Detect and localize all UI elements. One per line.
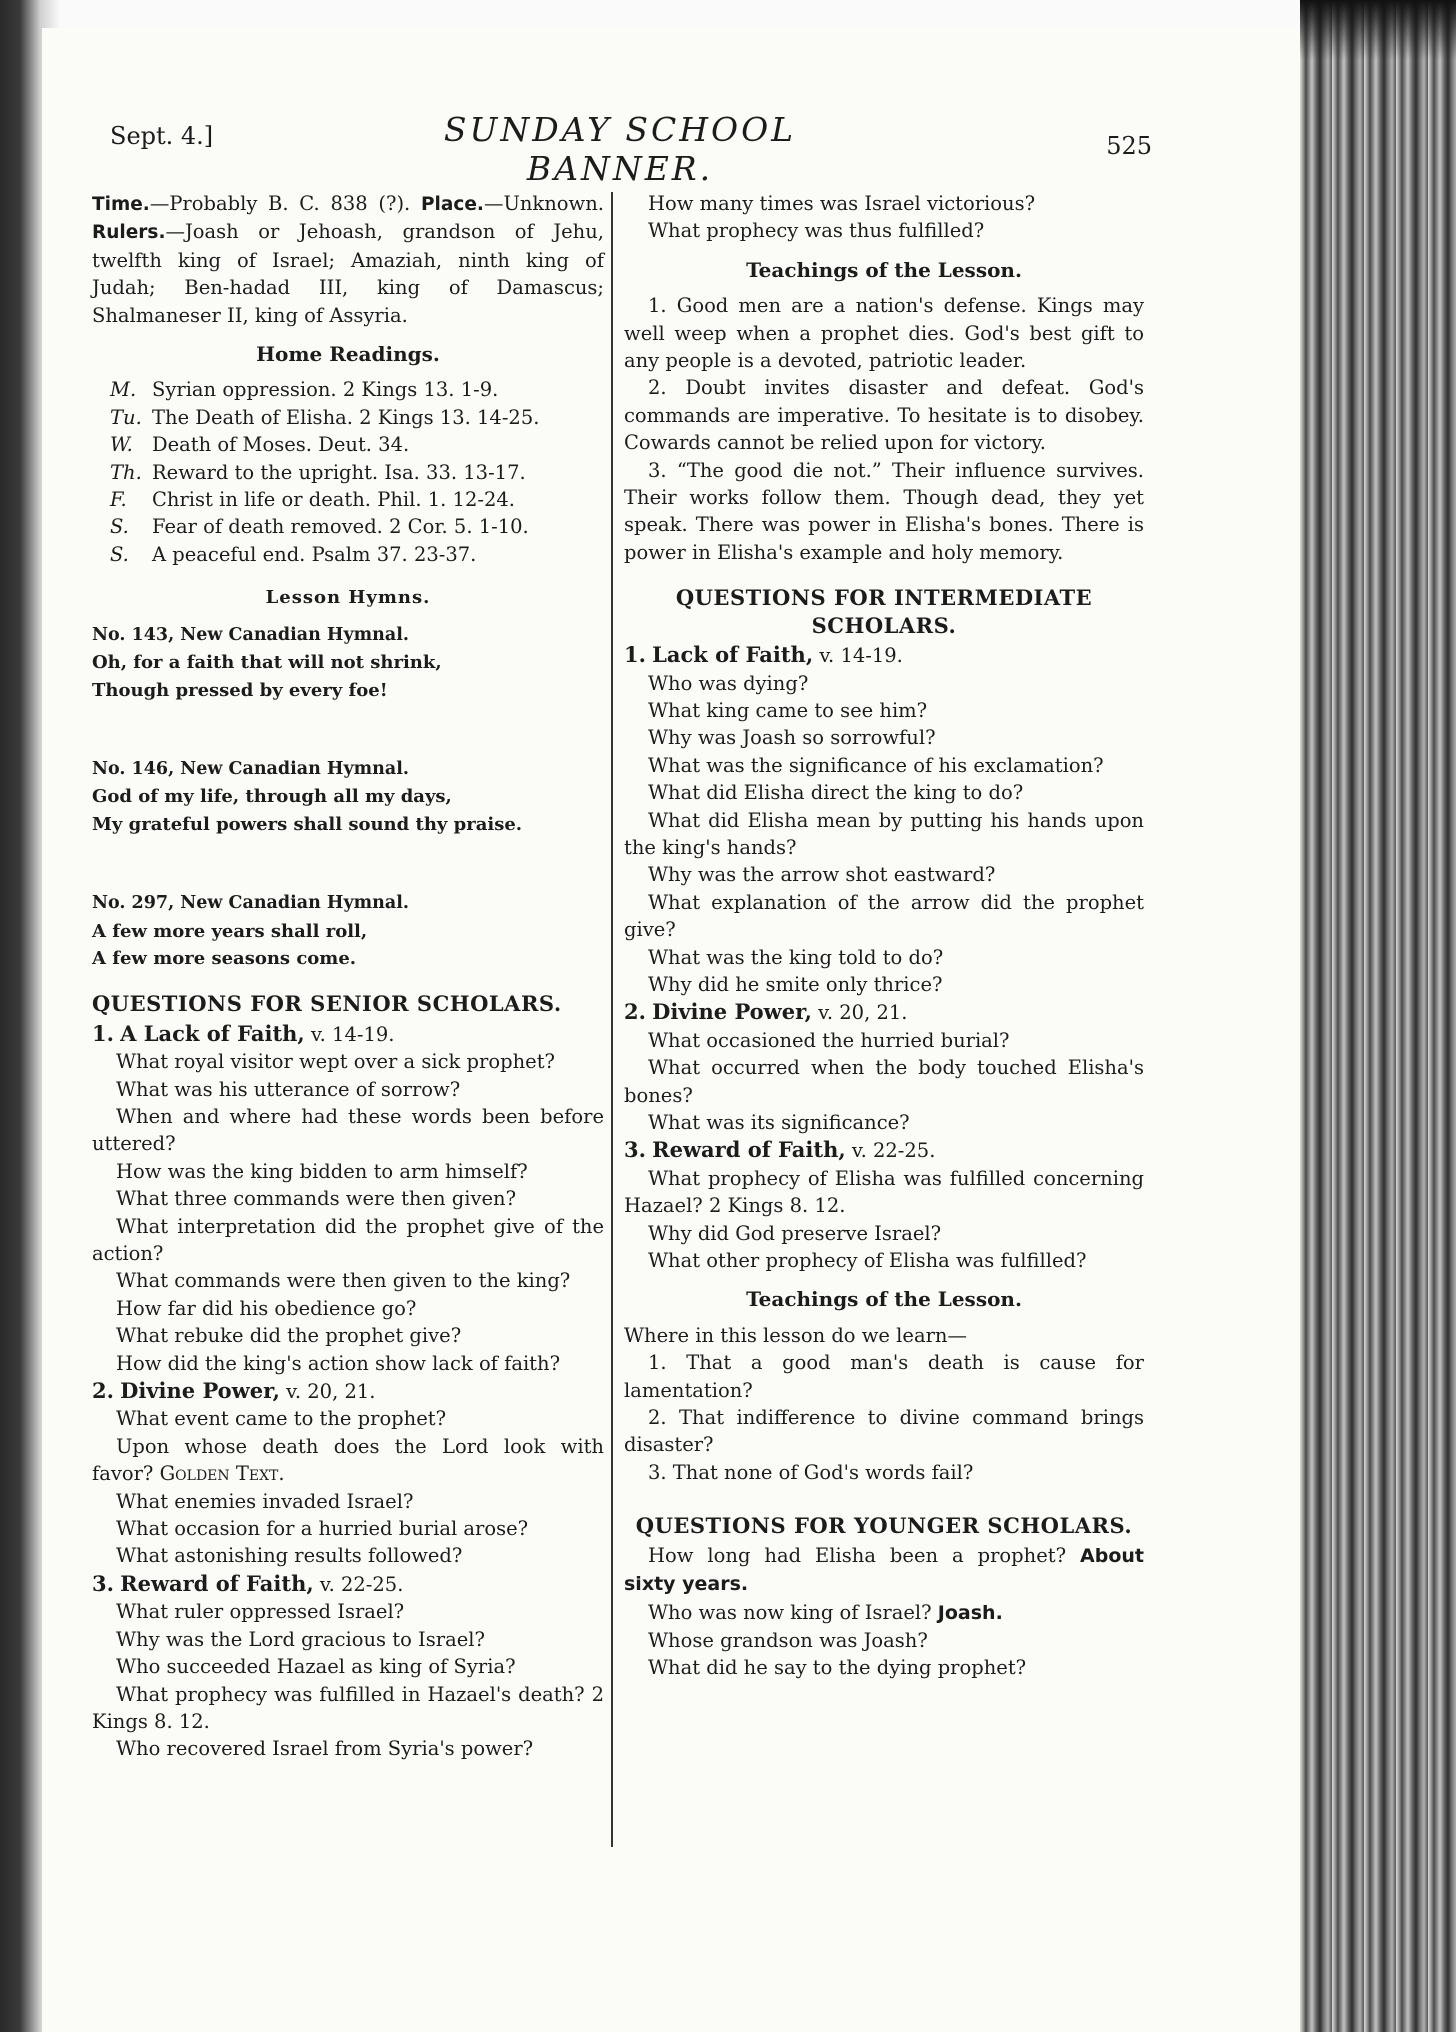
question: Who succeeded Hazael as king of Syria? [116, 1655, 516, 1679]
younger-questions-title: QUESTIONS FOR YOUNGER SCHOLARS. [635, 1513, 1133, 1539]
question: How many times was Israel victorious? [648, 192, 1036, 215]
book-spine-shadow [1300, 0, 1456, 60]
question: What did Elisha direct the king to do? [648, 781, 1024, 805]
hymn-number: No. 297, New Canadian Hymnal. [92, 893, 409, 914]
question: When and where had these words been before uttered? [92, 1104, 604, 1156]
question: What interpretation did the prophet give of the action? [92, 1214, 604, 1265]
section-heading: 3. Reward of Faith, v. 22-25. [92, 1570, 404, 1596]
teachings-title-2: Teachings of the Lesson. [746, 1287, 1022, 1312]
question: Upon whose death does the Lord look with favor? Golden Text. [92, 1434, 604, 1486]
reading-item [92, 404, 604, 431]
right-column [624, 190, 1144, 1682]
question: What was the significance of his exclamation? [648, 753, 1104, 777]
reading-day: F. [110, 488, 127, 512]
page-number: 525 [1106, 132, 1152, 160]
reading-text: Fear of death removed. 2 Cor. 5. 1-10. [152, 515, 529, 539]
answer: Joash. [937, 1601, 1003, 1624]
question: Why was the arrow shot eastward? [648, 863, 996, 887]
question: What explanation of the arrow did the prophet give? [624, 890, 1144, 942]
reading-item [92, 376, 604, 403]
header-date: Sept. 4.] [110, 122, 214, 150]
lesson-hymns-title: Lesson Hymns. [265, 587, 431, 609]
question: What event came to the prophet? [116, 1407, 447, 1431]
question: What rebuke did the prophet give? [116, 1324, 462, 1348]
teaching-paragraph: 3. “The good die not.” Their influence survives. Their works follow them. Though dead, they yet speak. There was power in Elisha's bones. There is power in Elisha's example and holy memory. [624, 458, 1144, 564]
section-heading: 2. Divine Power, v. 20, 21. [624, 999, 908, 1025]
question: What prophecy of Elisha was fulfilled concerning Hazael? 2 Kings 8. 12. [624, 1166, 1144, 1218]
reading-item [92, 513, 604, 540]
place-text: —Unknown. [483, 192, 604, 215]
running-header [110, 110, 1152, 188]
rulers-label: Rulers. [92, 222, 166, 244]
question: How was the king bidden to arm himself? [116, 1159, 528, 1183]
rulers-text: —Joash or Jehoash, grandson of Jehu, twelfth king of Israel; Amaziah, ninth king of Judah; Ben-hadad III, king of Damascus; Shalmaneser II, king of Assyria. [92, 220, 604, 327]
hymn-line: Though pressed by every foe! [92, 679, 388, 701]
question: What other prophecy of Elisha was fulfilled? [648, 1249, 1087, 1273]
section-heading: 2. Divine Power, v. 20, 21. [92, 1378, 376, 1404]
hymn-line: A few more seasons come. [92, 947, 357, 969]
teaching-item: 1. That a good man's death is cause for lamentation? [624, 1351, 1144, 1402]
question: Who was dying? [648, 671, 809, 695]
question: What did Elisha mean by putting his hands upon the king's hands? [624, 808, 1144, 859]
question: Whose grandson was Joash? [648, 1628, 928, 1652]
teaching-paragraph: 1. Good men are a nation's defense. Kings may well weep when a prophet dies. God's best gift to any people is a devoted, patriotic leader. [624, 294, 1144, 373]
question: Who recovered Israel from Syria's power? [116, 1737, 534, 1761]
header-title: SUNDAY SCHOOL BANNER. [443, 110, 797, 188]
question: What ruler oppressed Israel? [116, 1600, 405, 1624]
reading-item [92, 486, 604, 513]
question: What royal visitor wept over a sick prophet? [116, 1050, 555, 1074]
place-label: Place. [421, 194, 484, 215]
hymn-line: A few more years shall roll, [92, 920, 368, 942]
hymn-line: My grateful powers shall sound thy praise. [92, 813, 523, 835]
question: What was his utterance of sorrow? [116, 1077, 461, 1101]
teachings-intro: Where in this lesson do we learn— [624, 1323, 967, 1347]
teachings-title: Teachings of the Lesson. [746, 257, 1022, 282]
reading-day: S. [110, 515, 129, 539]
section-heading: 3. Reward of Faith, v. 22-25. [624, 1137, 936, 1163]
question: What prophecy was fulfilled in Hazael's death? 2 Kings 8. 12. [92, 1682, 604, 1733]
question: Why did he smite only thrice? [648, 972, 943, 996]
question: What prophecy was thus fulfilled? [648, 219, 985, 243]
golden-text-ref: Golden Text. [159, 1462, 285, 1486]
reading-text: Reward to the upright. Isa. 33. 13-17. [152, 460, 526, 484]
book-spine [1300, 0, 1456, 2032]
question: How long had Elisha been a prophet? About sixty years. [624, 1543, 1144, 1596]
teaching-item: 3. That none of God's words fail? [648, 1460, 974, 1484]
reading-item [92, 459, 604, 486]
question: What occasion for a hurried burial arose? [116, 1517, 529, 1541]
hymn-line: God of my life, through all my days, [92, 786, 452, 808]
reading-day: Th. [110, 460, 142, 484]
question: What commands were then given to the king? [116, 1269, 571, 1293]
readings-list [92, 376, 604, 568]
time-text: —Probably B. C. 838 (?). [149, 192, 411, 215]
question: What three commands were then given? [116, 1187, 517, 1211]
question: What occasioned the hurried burial? [648, 1028, 1010, 1052]
question: What was its significance? [648, 1111, 910, 1134]
reading-text: The Death of Elisha. 2 Kings 13. 14-25. [152, 405, 540, 429]
hymn-line: Oh, for a faith that will not shrink, [92, 652, 442, 674]
reading-day: Tu. [110, 405, 142, 429]
answer: About sixty years. [624, 1544, 1144, 1596]
reading-text: Christ in life or death. Phil. 1. 12-24. [152, 488, 515, 512]
section-heading: 1. Lack of Faith, v. 14-19. [624, 642, 903, 668]
hymn-number: No. 146, New Canadian Hymnal. [92, 758, 409, 779]
hymn-block [92, 756, 604, 838]
teaching-paragraph: 2. Doubt invites disaster and defeat. God's commands are imperative. To hesitate is to disobey. Cowards cannot be relied upon for victory. [624, 376, 1144, 455]
hymn-block [92, 890, 604, 972]
question: What king came to see him? [648, 698, 928, 722]
home-readings-title: Home Readings. [256, 342, 440, 367]
reading-day: W. [110, 433, 133, 457]
lesson-intro [92, 190, 604, 329]
question: Why did God preserve Israel? [648, 1221, 942, 1245]
reading-day: S. [110, 542, 129, 566]
question: What was the king told to do? [648, 945, 944, 969]
reading-text: Death of Moses. Deut. 34. [152, 433, 410, 457]
question: Why was the Lord gracious to Israel? [116, 1627, 485, 1651]
question: What did he say to the dying prophet? [648, 1656, 1027, 1680]
senior-questions-title: QUESTIONS FOR SENIOR SCHOLARS. [92, 991, 562, 1017]
intermediate-questions-title: QUESTIONS FOR INTERMEDIATE SCHOLARS. [675, 585, 1093, 638]
question: How did the king's action show lack of faith? [116, 1351, 561, 1375]
section-heading: 1. A Lack of Faith, v. 14-19. [92, 1020, 395, 1046]
time-label: Time. [92, 194, 150, 215]
question: What enemies invaded Israel? [116, 1489, 414, 1513]
question: What occurred when the body touched Elisha's bones? [624, 1056, 1144, 1107]
reading-text: Syrian oppression. 2 Kings 13. 1-9. [152, 378, 499, 402]
column-divider [611, 192, 613, 1847]
reading-text: A peaceful end. Psalm 37. 23-37. [152, 542, 477, 566]
question: Why was Joash so sorrowful? [648, 726, 936, 750]
hymn-number: No. 143, New Canadian Hymnal. [92, 624, 409, 645]
teaching-item: 2. That indifference to divine command brings disaster? [624, 1406, 1144, 1457]
left-column [92, 190, 604, 1763]
question: Who was now king of Israel? Joash. [648, 1600, 1003, 1624]
reading-item [92, 431, 604, 458]
question: What astonishing results followed? [116, 1544, 463, 1568]
question: How far did his obedience go? [116, 1296, 417, 1320]
hymn-block [92, 622, 604, 704]
reading-item [92, 541, 604, 568]
reading-day: M. [110, 378, 137, 402]
